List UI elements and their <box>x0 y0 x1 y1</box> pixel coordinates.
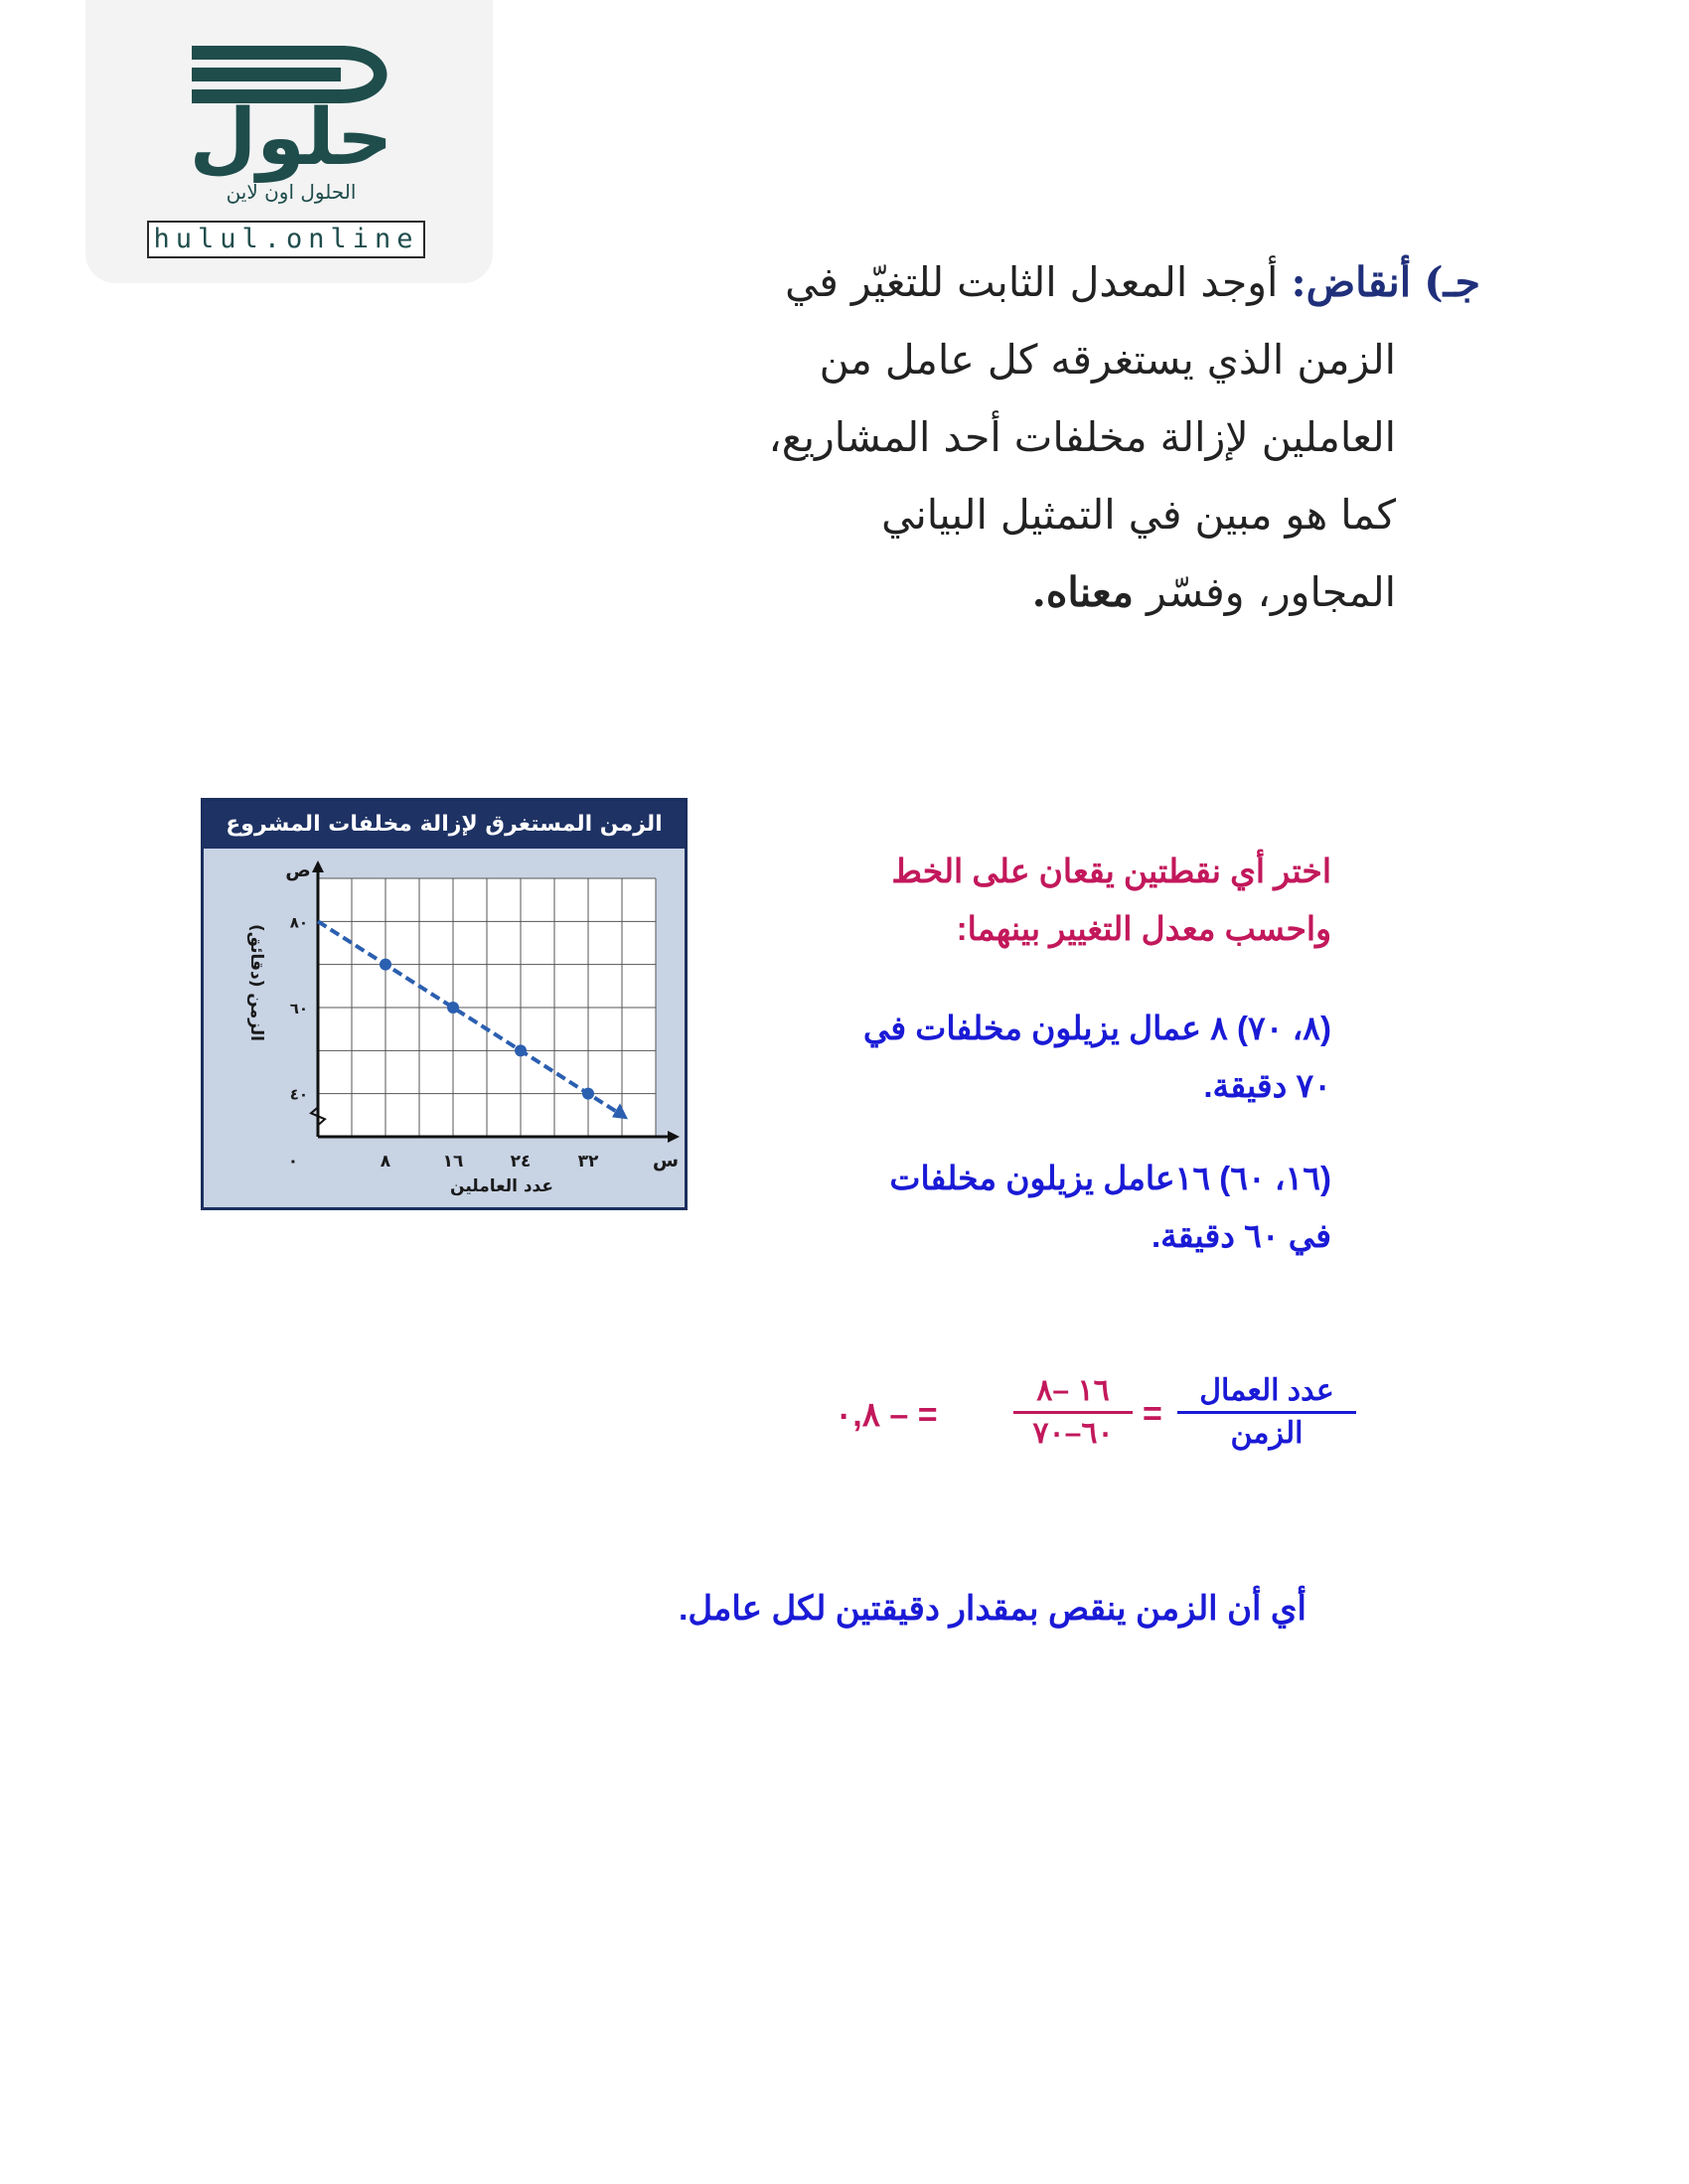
chart-title: الزمن المستغرق لإزالة مخلفات المشروع <box>204 801 685 849</box>
chart-data-point <box>380 959 391 971</box>
chart-data-point <box>582 1088 594 1100</box>
solution-point-1 <box>863 1000 1331 1115</box>
chart-grid <box>318 878 656 1137</box>
hulul-logo <box>164 30 417 209</box>
chart-x-axis-letter: س <box>652 1150 680 1171</box>
line-chart <box>204 849 685 1207</box>
result-value: = – ٠,٨ <box>835 1396 938 1434</box>
label-fraction-denominator: الزمن <box>1230 1417 1304 1450</box>
chart-x-tick-label: ٨ <box>380 1152 391 1171</box>
chart-x-tick-label: ٣٢ <box>577 1152 599 1171</box>
point2-line-1: (١٦، ٦٠) ١٦عامل يزيلون مخلفات <box>889 1160 1331 1196</box>
logo-tagline: الحلول اون لاين <box>226 180 357 204</box>
equals-sign: = <box>1143 1395 1162 1433</box>
logo-url: hulul.online <box>147 221 425 258</box>
chart-y-tick-label: ٤٠ <box>289 1085 308 1104</box>
chart-x-axis-arrow <box>668 1131 680 1143</box>
problem-text-1: أوجد المعدل الثابت للتغيّر في <box>785 258 1279 306</box>
problem-label-letter: جـ) <box>1424 258 1480 306</box>
chart-x-tick-label: ١٦ <box>442 1152 464 1171</box>
chart-data-point <box>515 1044 527 1056</box>
point1-line-2: ٧٠ دقيقة. <box>1203 1067 1331 1104</box>
problem-text-5-bold: معناه. <box>1031 568 1134 616</box>
label-fraction-numerator: عدد العمال <box>1199 1374 1334 1407</box>
problem-line-3: العاملين لإزالة مخلفات أحد المشاريع، <box>768 413 1396 461</box>
solution-point-2 <box>889 1150 1331 1265</box>
point2-line-2: في ٦٠ دقيقة. <box>1151 1217 1331 1254</box>
conclusion-text: أي أن الزمن ينقص بمقدار دقيقتين لكل عامل. <box>678 1590 1306 1628</box>
conclusion <box>679 1580 1306 1638</box>
problem-text-5: المجاور، وفسّر <box>1146 568 1396 616</box>
chart-data-point <box>447 1002 459 1014</box>
chart-y-tick-label: ٦٠ <box>289 1000 308 1017</box>
chart-y-axis-arrow <box>312 860 324 872</box>
problem-line-5 <box>487 553 1396 631</box>
value-fraction-numerator: ١٦ –٨ <box>1036 1374 1110 1407</box>
problem-line-4: كما هو مبين في التمثيل البياني <box>881 491 1396 539</box>
solution-instruction <box>891 843 1331 958</box>
label-fraction <box>1177 1371 1356 1454</box>
chart-origin-label: ٠ <box>287 1152 299 1171</box>
chart-x-tick-label: ٢٤ <box>510 1152 532 1171</box>
problem-statement <box>487 243 1480 631</box>
problem-line-1 <box>487 243 1480 321</box>
chart-y-axis-label: الزمن (دقائق) <box>246 923 266 1042</box>
instruction-line-2: واحسب معدل التغيير بينهما: <box>956 910 1331 947</box>
chart-x-axis-label: عدد العاملين <box>450 1176 553 1196</box>
instruction-line-1: اختر أي نقطتين يقعان على الخط <box>891 853 1331 889</box>
problem-line-2: الزمن الذي يستغرقه كل عامل من <box>819 336 1396 384</box>
value-fraction-denominator: ٦٠–٧٠ <box>1032 1417 1114 1450</box>
value-fraction <box>1013 1371 1133 1454</box>
chart-y-tick-label: ٨٠ <box>289 913 308 932</box>
chart-panel <box>201 798 688 1210</box>
problem-label-name: أنقاض: <box>1291 258 1412 306</box>
chart-y-axis-letter: ص <box>285 859 311 881</box>
rate-calculation <box>815 1371 1371 1481</box>
logo-arabic-word: حلول <box>189 93 393 183</box>
point1-line-1: (٨، ٧٠) ٨ عمال يزيلون مخلفات في <box>862 1010 1331 1046</box>
